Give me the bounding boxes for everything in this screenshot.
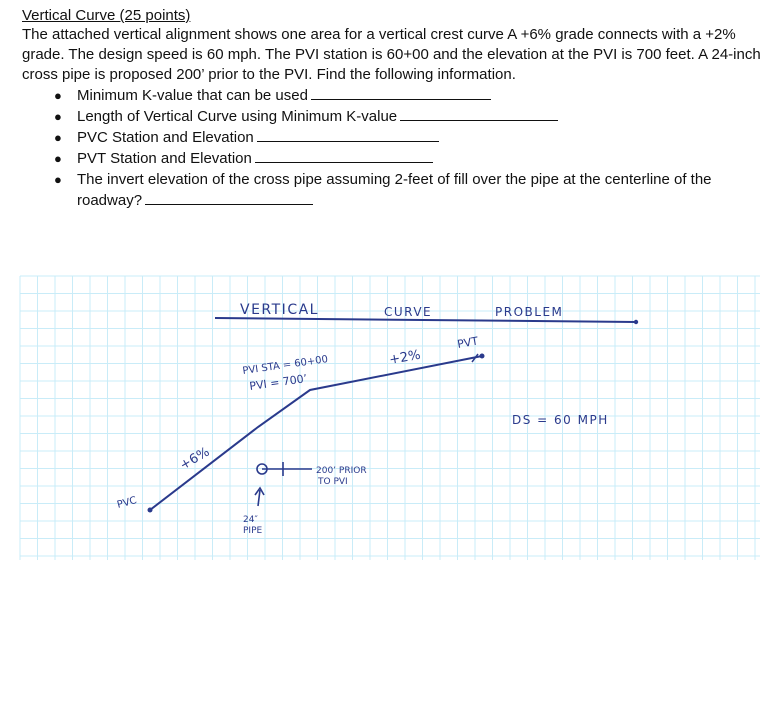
design-speed-label: DS = 60 MPH <box>512 413 609 427</box>
question-item <box>22 148 762 169</box>
bullet-icon: ● <box>54 130 62 145</box>
grade-left-label: +6% <box>177 444 213 474</box>
question-text: Minimum K-value that can be used <box>77 87 308 104</box>
answer-blank[interactable] <box>255 148 433 163</box>
answer-blank[interactable] <box>400 106 558 121</box>
pvc-label: PVC <box>115 495 138 511</box>
question-item <box>22 85 762 106</box>
bullet-icon: ● <box>54 172 62 187</box>
pvt-label: PVT <box>456 334 480 351</box>
pvc-point <box>148 508 153 513</box>
question-list <box>22 85 762 211</box>
header-vertical: VERTICAL <box>240 302 319 318</box>
header-curve: CURVE <box>384 305 433 319</box>
question-text: The invert elevation of the cross pipe assuming 2-feet of fill over the pipe at the centerline of the roadway? <box>77 171 712 209</box>
header-rule-end <box>634 320 638 324</box>
question-item <box>22 127 762 148</box>
answer-blank[interactable] <box>145 190 313 205</box>
problem-title: Vertical Curve (25 points) <box>22 7 191 24</box>
answer-blank[interactable] <box>311 85 491 100</box>
pipe-label-line1: 24″ <box>243 515 258 525</box>
question-item <box>22 106 762 127</box>
pipe-label-line2: PIPE <box>243 526 263 536</box>
question-item <box>22 169 762 211</box>
pipe-note-line1: 200’ PRIOR <box>316 466 367 476</box>
bullet-icon: ● <box>54 151 62 166</box>
header-problem: PROBLEM <box>495 305 564 319</box>
pvi-station-label: PVI STA = 60+00 <box>241 354 329 377</box>
question-text: Length of Vertical Curve using Minimum K-value <box>77 108 398 125</box>
pvt-point <box>480 354 485 359</box>
question-text: PVC Station and Elevation <box>77 129 254 146</box>
pipe-note-line2: TO PVI <box>318 477 348 487</box>
grade-right-label: +2% <box>388 347 422 368</box>
bullet-icon: ● <box>54 109 62 124</box>
question-text: PVT Station and Elevation <box>77 150 252 167</box>
answer-blank[interactable] <box>257 127 439 142</box>
problem-description: The attached vertical alignment shows one area for a vertical crest curve A +6% grade connects with a +2% grade. The design speed is 60 mph. The PVI station is 60+00 and the elevation at the PVI is 700 feet. A 24-inch cross pipe is proposed 200’ prior to the PVI. Find the following information. <box>22 26 761 83</box>
vertical-curve-sketch <box>0 260 777 570</box>
bullet-icon: ● <box>54 88 62 103</box>
pvi-elevation-label: PVI = 700’ <box>248 372 308 393</box>
problem-statement <box>22 6 762 211</box>
